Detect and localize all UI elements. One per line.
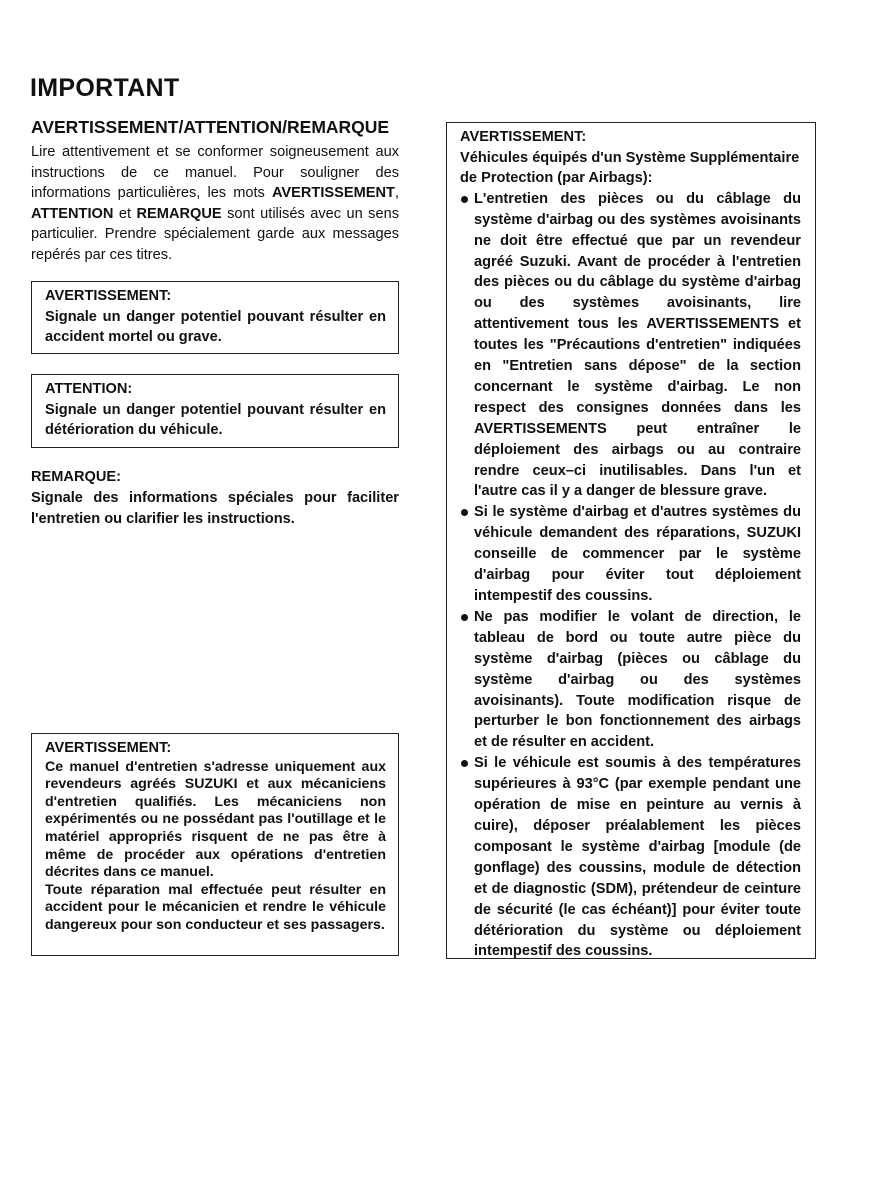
note-text: Signale des informations spéciales pour faciliter l'entretien ou clarifier les instructions. [31, 490, 399, 527]
keyword-remarque: REMARQUE [136, 205, 222, 222]
attention-box [31, 374, 399, 448]
service-warning-text-2: Toute réparation mal effectuée peut résulter en accident pour le mécanicien et rendre le véhicule dangereux pour son conducteur et ses passagers. [45, 881, 386, 933]
list-item: Si le véhicule est soumis à des températures supérieures à 93°C (par exemple pendant une opération de mise en peinture au vernis à cuire), déposer préalablement les pièces composant le système d'airbag [module (de gonflage) des coussins, module de détection et de diagnostic (SDM), prétendeur de ceinture de sécurité (le cas échéant)] pour éviter toute détérioration du système ou déploiement intempestif des coussins. [460, 753, 801, 962]
warning-box-title: AVERTISSEMENT: [45, 288, 172, 304]
page-title: IMPORTANT [30, 74, 180, 102]
airbag-warning-lead: Véhicules équipés d'un Système Supplémentaire de Protection (par Airbags): [460, 149, 800, 187]
intro-separator: et [113, 205, 137, 222]
service-warning-title: AVERTISSEMENT: [45, 740, 172, 756]
intro-text: sont utilisés avec un sens particulier. Prendre spécialement garde aux messages repérés par ces titres. [31, 205, 400, 263]
list-item: Si le système d'airbag et d'autres systèmes du véhicule demandent des réparations, SUZUKI conseille de commencer par le système d'airbag pour éviter tout déploiement intempestif des coussins. [460, 502, 801, 607]
attention-box-title: ATTENTION: [45, 381, 133, 397]
airbag-warning-title: AVERTISSEMENT: [460, 129, 587, 145]
intro-paragraph [31, 142, 399, 266]
keyword-attention: ATTENTION [31, 205, 114, 222]
note-title: REMARQUE: [31, 469, 121, 485]
warning-box-text: Signale un danger potentiel pouvant résulter en accident mortel ou grave. [45, 308, 386, 346]
airbag-warning-box [446, 122, 816, 959]
list-item: L'entretien des pièces ou du câblage du système d'airbag ou des systèmes avoisinants ne doit être effectué que par un revendeur agréé Suzuki. Avant de procéder à l'entretien des pièces ou du câblage du système d'airbag ou des systèmes avoisinants, lire attentivement tous les AVERTISSEMENTS et toutes les "Précautions d'entretien" indiquées en "Entretien sans dépose" de la section concernant le système d'airbag. Le non respect des consignes données dans les AVERTISSEMENTS peut entraîner le déploiement des airbags ou au contraire rendre ceux–ci inutilisables. Dans l'un et l'autre cas il y a danger de blessure grave. [460, 189, 801, 503]
warning-box [31, 281, 399, 354]
service-warning-text-1: Ce manuel d'entretien s'adresse uniquement aux revendeurs agréés SUZUKI et aux mécaniciens d'entretien qualifiés. Les mécaniciens non expérimentés ou ne possédant pas l'outillage et le matériel appropriés risquent de ne pas être à même de procéder aux opérations d'entretien décrites dans ce manuel. [45, 758, 386, 881]
section-heading: AVERTISSEMENT/ATTENTION/REMARQUE [31, 117, 390, 137]
service-warning-box [31, 733, 399, 956]
airbag-warning-list [460, 189, 801, 963]
intro-text: Lire attentivement et se conformer soigneusement aux instructions de ce manuel. Pour souligner des informations particulières, les mots [31, 144, 399, 202]
list-item: Ne pas modifier le volant de direction, le tableau de bord ou toute autre pièce du système d'airbag (pièces ou câblage du système d'airbag ou des systèmes avoisinants). Toute modification risque de perturber le bon fonctionnement des airbags et de résulter en accident. [460, 607, 801, 753]
attention-box-text: Signale un danger potentiel pouvant résulter en détérioration du véhicule. [45, 401, 386, 439]
keyword-avertissement: AVERTISSEMENT [271, 185, 395, 202]
intro-separator: , [394, 185, 399, 202]
